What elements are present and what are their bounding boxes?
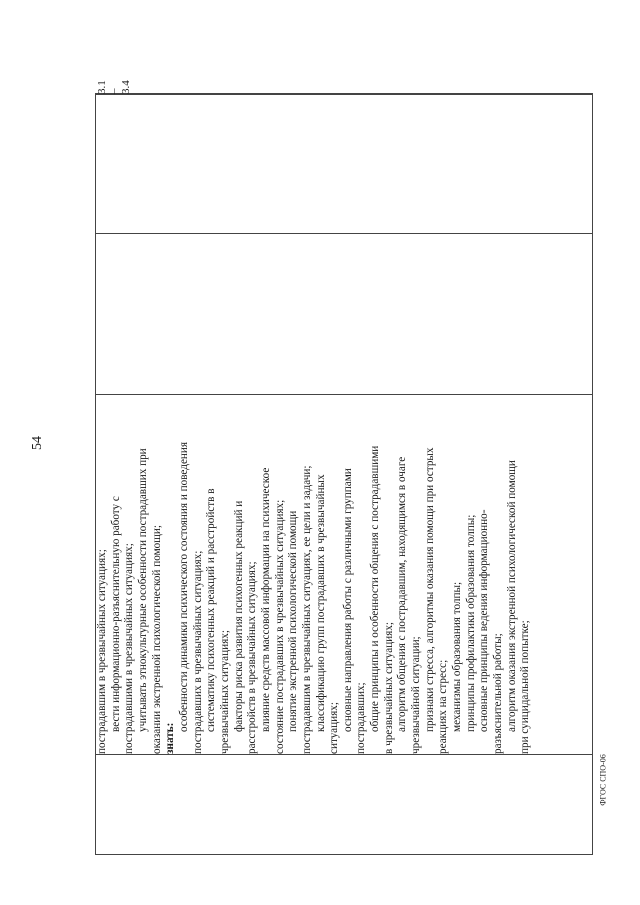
text-line: основные направления работы с различными группами — [341, 468, 354, 732]
text-line: пострадавшим в чрезвычайных ситуациях, ее цели и задачи; — [300, 465, 313, 754]
competency-codes: 3.1 – 3.4 — [96, 80, 132, 94]
text-line: состояние пострадавших в чрезвычайных ситуациях; — [273, 499, 286, 754]
text-line: влияние средств массовой информации на психическое — [259, 467, 272, 732]
text-line: чрезвычайной ситуации; — [410, 636, 423, 754]
competency-codes-cell — [96, 80, 593, 95]
text-line: пострадавших; — [355, 682, 368, 754]
text-line: классификацию групп пострадавших в чрезвычайных — [314, 474, 327, 732]
text-line: пострадавших в чрезвычайных ситуациях; — [191, 550, 204, 754]
text-line: знать: — [164, 722, 177, 754]
text-line: разъяснительной работы; — [492, 633, 505, 754]
text-line: в чрезвычайных ситуациях; — [382, 621, 395, 754]
curriculum-table — [95, 80, 593, 855]
text-line: оказании экстренной психологической помощи; — [150, 525, 163, 754]
requirements-text — [96, 395, 533, 754]
requirements-cell — [96, 395, 593, 755]
text-line: основные принципы ведения информационно- — [478, 509, 491, 732]
text-line: при суицидальной попытке; — [519, 620, 532, 754]
text-line: общие принципы и особенности общения с пострадавшими — [369, 445, 382, 732]
text-line: пострадавшими в чрезвычайных ситуациях; — [123, 543, 136, 754]
text-line: чрезвычайных ситуациях; — [218, 630, 231, 754]
text-line: принципы профилактики образования толпы; — [464, 514, 477, 732]
page-number: 54 — [30, 436, 45, 450]
text-line: признаки стресса, алгоритмы оказания помощи при острых — [423, 447, 436, 732]
footer-code: ФГОС СПО-06 — [598, 754, 608, 806]
text-line: особенности динамики психического состояния и поведения — [177, 441, 190, 732]
text-line: учитывать этнокультурные особенности пострадавших при — [136, 448, 149, 732]
text-line: систематику психогенных реакций и расстройств в — [205, 488, 218, 732]
table-cell-empty-first — [96, 755, 593, 855]
text-line: факторы риска развития психогенных реакций и — [232, 500, 245, 732]
text-line: механизмы образования толпы; — [451, 581, 464, 732]
text-line: понятие экстренной психологической помощи — [287, 510, 300, 732]
text-line: алгоритм общения с пострадавшим, находящимся в очаге — [396, 456, 409, 732]
text-line: вести информационно-разъяснительную работу с — [109, 496, 122, 732]
text-line: реакциях на стресс; — [437, 659, 450, 754]
text-line: расстройств в чрезвычайных ситуациях; — [246, 561, 259, 754]
text-line: алгоритм оказания экстренной психологической помощи — [505, 460, 518, 732]
table-cell-empty — [96, 234, 593, 395]
text-line: ситуациях; — [328, 702, 341, 754]
table-cell-empty — [96, 95, 593, 234]
text-line: пострадавшим в чрезвычайных ситуациях; — [96, 549, 108, 754]
